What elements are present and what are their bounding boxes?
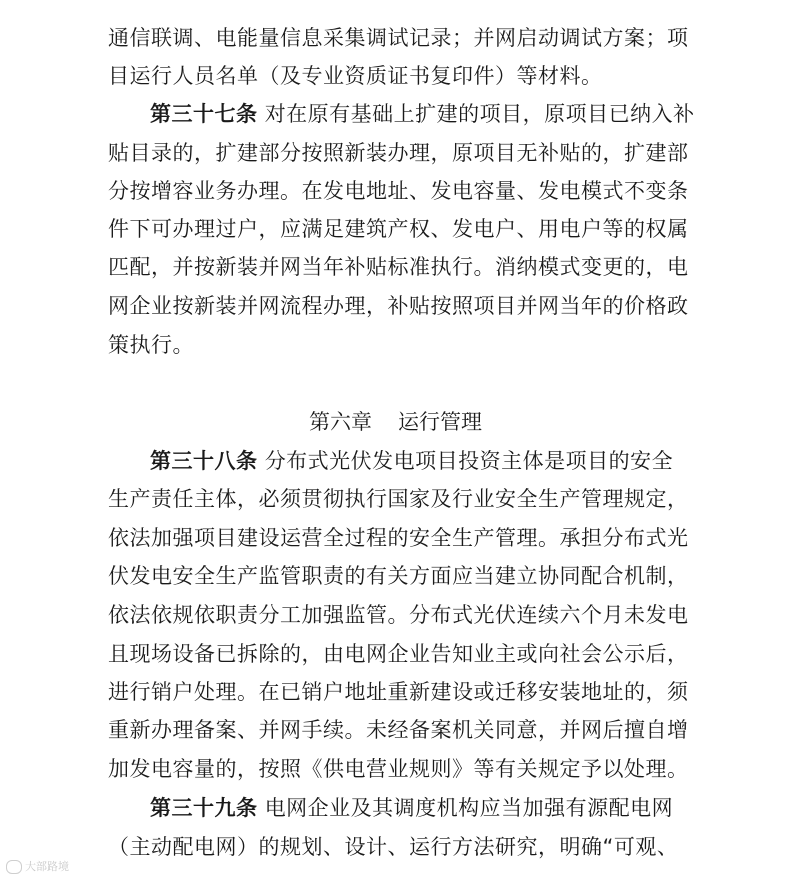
watermark	[6, 858, 69, 874]
text-line: 且现场设备已拆除的，由电网企业告知业主或向社会公示后，	[108, 642, 689, 666]
chapter-number: 第六章	[309, 410, 372, 434]
article-37-heading: 第三十七条	[150, 102, 258, 126]
text-line: 重新办理备案、并网手续。未经备案机关同意，并网后擅自增	[108, 718, 689, 742]
article-39-first-text: 电网企业及其调度机构应当加强有源配电网	[264, 796, 674, 820]
text-line: 件下可办理过户，应满足建筑产权、发电户、用电户等的权属	[108, 217, 689, 241]
text-line: 加发电容量的，按照《供电营业规则》等有关规定予以处理。	[108, 757, 689, 781]
article-38-first-text: 分布式光伏发电项目投资主体是项目的安全	[264, 449, 674, 473]
text-line: 依法依规依职责分工加强监管。分布式光伏连续六个月未发电	[108, 603, 689, 627]
text-line: 通信联调、电能量信息采集调试记录；并网启动调试方案；项	[108, 26, 689, 50]
watermark-text: 大部路境	[25, 860, 69, 873]
text-line: 贴目录的，扩建部分按照新装办理，原项目无补贴的，扩建部	[108, 141, 689, 165]
chapter-heading	[0, 410, 791, 434]
watermark-logo-icon	[6, 860, 22, 874]
article-39-first-line	[150, 796, 735, 820]
article-37-first-text: 对在原有基础上扩建的项目，原项目已纳入补	[264, 102, 695, 126]
text-line: 网企业按新装并网流程办理，补贴按照项目并网当年的价格政	[108, 294, 689, 318]
text-line: 分按增容业务办理。在发电地址、发电容量、发电模式不变条	[108, 179, 689, 203]
article-38-heading: 第三十八条	[150, 449, 258, 473]
text-line: （主动配电网）的规划、设计、运行方法研究，明确“可观、	[108, 835, 679, 859]
text-line: 伏发电安全生产监管职责的有关方面应当建立协同配合机制，	[108, 564, 689, 588]
article-37-first-line	[150, 102, 735, 126]
article-38-first-line	[150, 449, 735, 473]
text-line: 目运行人员名单（及专业资质证书复印件）等材料。	[108, 64, 603, 88]
text-line: 生产责任主体，必须贯彻执行国家及行业安全生产管理规定，	[108, 487, 689, 511]
chapter-title: 运行管理	[398, 410, 482, 434]
text-line: 策执行。	[108, 333, 194, 357]
text-line: 依法加强项目建设运营全过程的安全生产管理。承担分布式光	[108, 526, 689, 550]
text-line: 匹配，并按新装并网当年补贴标准执行。消纳模式变更的，电	[108, 255, 689, 279]
text-line: 进行销户处理。在已销户地址重新建设或迁移安装地址的，须	[108, 680, 689, 704]
article-39-heading: 第三十九条	[150, 796, 258, 820]
